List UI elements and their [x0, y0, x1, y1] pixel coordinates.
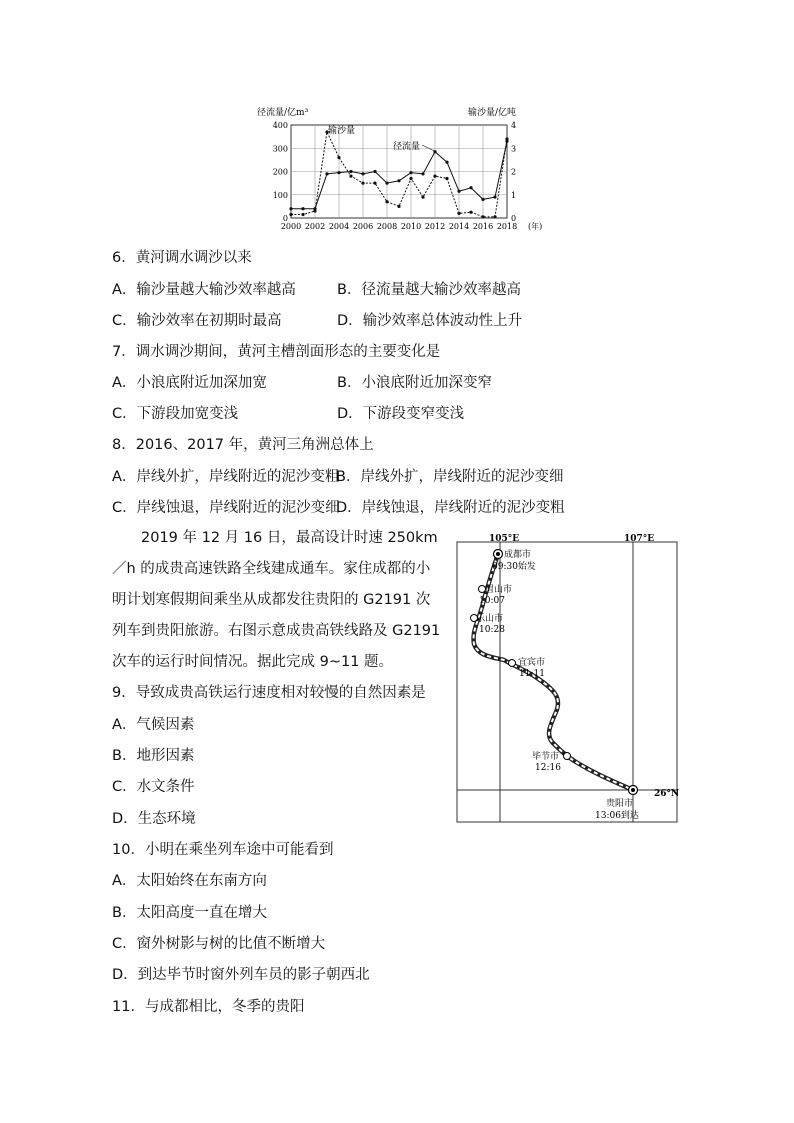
station-guiyang-dot [631, 788, 635, 792]
q10-option-d[interactable]: D．到达毕节时窗外列车员的影子朝西北 [112, 967, 370, 983]
station-leshan-time: 10:28 [479, 625, 505, 635]
chart-left-axis-title: 径流量/亿m³ [257, 108, 309, 118]
runoff-sediment-chart [250, 105, 543, 235]
runoff-point [409, 171, 412, 174]
sediment-point [301, 213, 304, 216]
x-tick-label: 2016 [472, 222, 494, 231]
sediment-point [493, 215, 496, 218]
runoff-point [337, 171, 340, 174]
railway-route-map [452, 532, 684, 824]
x-tick-label: 2014 [448, 222, 470, 231]
legend-runoff-leader [422, 145, 434, 151]
x-tick-label: 2006 [352, 222, 374, 231]
x-tick-label: 2004 [328, 222, 350, 231]
station-chengdu-time: 09:30始发 [492, 562, 536, 572]
q8-option-a[interactable]: A．岸线外扩，岸线附近的泥沙变粗 [112, 469, 340, 485]
runoff-point [457, 190, 460, 193]
sediment-point [409, 177, 412, 180]
runoff-point [325, 172, 328, 175]
station-leshan-name: 乐山市 [476, 614, 504, 624]
sediment-point [385, 200, 388, 203]
runoff-point [301, 207, 304, 210]
q6-option-a[interactable]: A．输沙量越大输沙效率越高 [112, 282, 296, 298]
q9-option-d[interactable]: D．生态环境 [112, 811, 196, 827]
station-guiyang-time: 13:06到达 [595, 811, 639, 821]
sediment-point [313, 209, 316, 212]
sediment-point [457, 212, 460, 215]
runoff-point [469, 186, 472, 189]
question-9-stem: 9．导致成贵高铁运行速度相对较慢的自然因素是 [112, 685, 426, 701]
x-tick-label: 2012 [424, 222, 446, 231]
q7-option-c[interactable]: C．下游段加宽变浅 [112, 406, 239, 422]
q7-option-b[interactable]: B．小浪底附近加深变窄 [337, 375, 492, 391]
runoff-point [361, 172, 364, 175]
sediment-point [349, 175, 352, 178]
station-chengdu-dot [496, 552, 500, 556]
y-right-tick-label: 0 [511, 214, 517, 223]
sediment-point [421, 195, 424, 198]
y-right-tick-label: 1 [511, 190, 517, 200]
station-bijie-name: 毕节市 [532, 752, 560, 762]
y-right-tick-label: 4 [511, 121, 517, 130]
label-105e: 105°E [489, 534, 520, 544]
runoff-point [397, 179, 400, 182]
station-bijie-time: 12:16 [535, 763, 561, 773]
y-right-tick-label: 3 [511, 144, 517, 154]
q7-option-a[interactable]: A．小浪底附近加深加宽 [112, 375, 267, 391]
q9-option-c[interactable]: C．水文条件 [112, 779, 195, 795]
sediment-point [373, 182, 376, 185]
q7-option-d[interactable]: D．下游段变窄变浅 [337, 406, 465, 422]
runoff-point [421, 172, 424, 175]
runoff-point [289, 207, 292, 210]
station-bijie-marker[interactable] [564, 753, 571, 760]
passage-paragraph: 2019 年 12 月 16 日，最高设计时速 250km／h 的成贵高速铁路全线建成通车。家住成都的小明计划寒假期间乘坐从成都发往贵阳的 G2191 次列车到贵阳旅游。右图示意成贵高铁线路及 G2191 次车的运行时间情况。据此完成 9~11 题。 [112, 530, 441, 670]
chart-right-axis-title: 输沙量/亿吨 [468, 108, 517, 118]
question-7-stem: 7．调水调沙期间，黄河主槽剖面形态的主要变化是 [112, 344, 441, 360]
q10-option-b[interactable]: B．太阳高度一直在增大 [112, 905, 267, 921]
label-107e: 107°E [624, 534, 655, 544]
sediment-point [445, 177, 448, 180]
q6-option-c[interactable]: C．输沙效率在初期时最高 [112, 313, 282, 329]
sediment-point [361, 182, 364, 185]
x-tick-label: 2010 [400, 222, 422, 231]
legend-sediment-label: 输沙量 [328, 126, 356, 136]
station-meishan-name: 眉山市 [485, 585, 513, 595]
runoff-point [445, 161, 448, 164]
station-meishan-time: 10:07 [479, 596, 505, 606]
sediment-point [469, 211, 472, 214]
y-left-tick-label: 200 [272, 167, 288, 177]
station-yibin-marker[interactable] [509, 660, 516, 667]
y-right-tick-label: 2 [511, 167, 517, 177]
sediment-point [433, 175, 436, 178]
q10-option-c[interactable]: C．窗外树影与树的比值不断增大 [112, 936, 326, 952]
chart-x-unit: (年) [528, 222, 543, 231]
runoff-point [349, 170, 352, 173]
sediment-point [337, 156, 340, 159]
station-chengdu-name: 成都市 [504, 550, 532, 560]
sediment-point [505, 137, 508, 140]
legend-runoff-label: 径流量 [393, 142, 421, 152]
q8-option-b[interactable]: B．岸线外扩，岸线附近的泥沙变细 [336, 469, 564, 485]
question-6-stem: 6．黄河调水调沙以来 [112, 250, 252, 266]
question-11-stem: 11．与成都相比，冬季的贵阳 [112, 999, 305, 1015]
q6-option-d[interactable]: D．输沙效率总体波动性上升 [337, 313, 523, 329]
sediment-point [289, 213, 292, 216]
q10-option-a[interactable]: A．太阳始终在东南方向 [112, 873, 267, 889]
station-yibin-time: 11:11 [519, 669, 545, 679]
y-left-tick-label: 300 [272, 144, 288, 154]
runoff-point [373, 170, 376, 173]
label-26n: 26°N [654, 789, 680, 799]
sediment-point [481, 215, 484, 218]
station-yibin-name: 宜宾市 [518, 658, 546, 668]
x-tick-label: 2018 [496, 222, 518, 231]
q6-option-b[interactable]: B．径流量越大输沙效率越高 [337, 282, 521, 298]
y-left-tick-label: 0 [282, 214, 288, 223]
q8-option-d[interactable]: D．岸线蚀退，岸线附近的泥沙变粗 [336, 500, 565, 516]
x-tick-label: 2008 [376, 222, 398, 231]
y-left-tick-label: 100 [272, 190, 288, 200]
question-8-stem: 8．2016、2017 年，黄河三角洲总体上 [112, 437, 374, 453]
q8-option-c[interactable]: C．岸线蚀退，岸线附近的泥沙变细 [112, 500, 340, 516]
y-left-tick-label: 400 [272, 121, 288, 130]
x-tick-label: 2000 [280, 222, 302, 231]
question-10-stem: 10．小明在乘坐列车途中可能看到 [112, 842, 334, 858]
x-tick-label: 2002 [304, 222, 326, 231]
q9-option-b[interactable]: B．地形因素 [112, 748, 195, 764]
runoff-point [481, 198, 484, 201]
runoff-point [385, 182, 388, 185]
q9-option-a[interactable]: A．气候因素 [112, 717, 195, 733]
sediment-point [397, 205, 400, 208]
runoff-point [493, 195, 496, 198]
station-guiyang-name: 贵阳市 [606, 799, 634, 809]
